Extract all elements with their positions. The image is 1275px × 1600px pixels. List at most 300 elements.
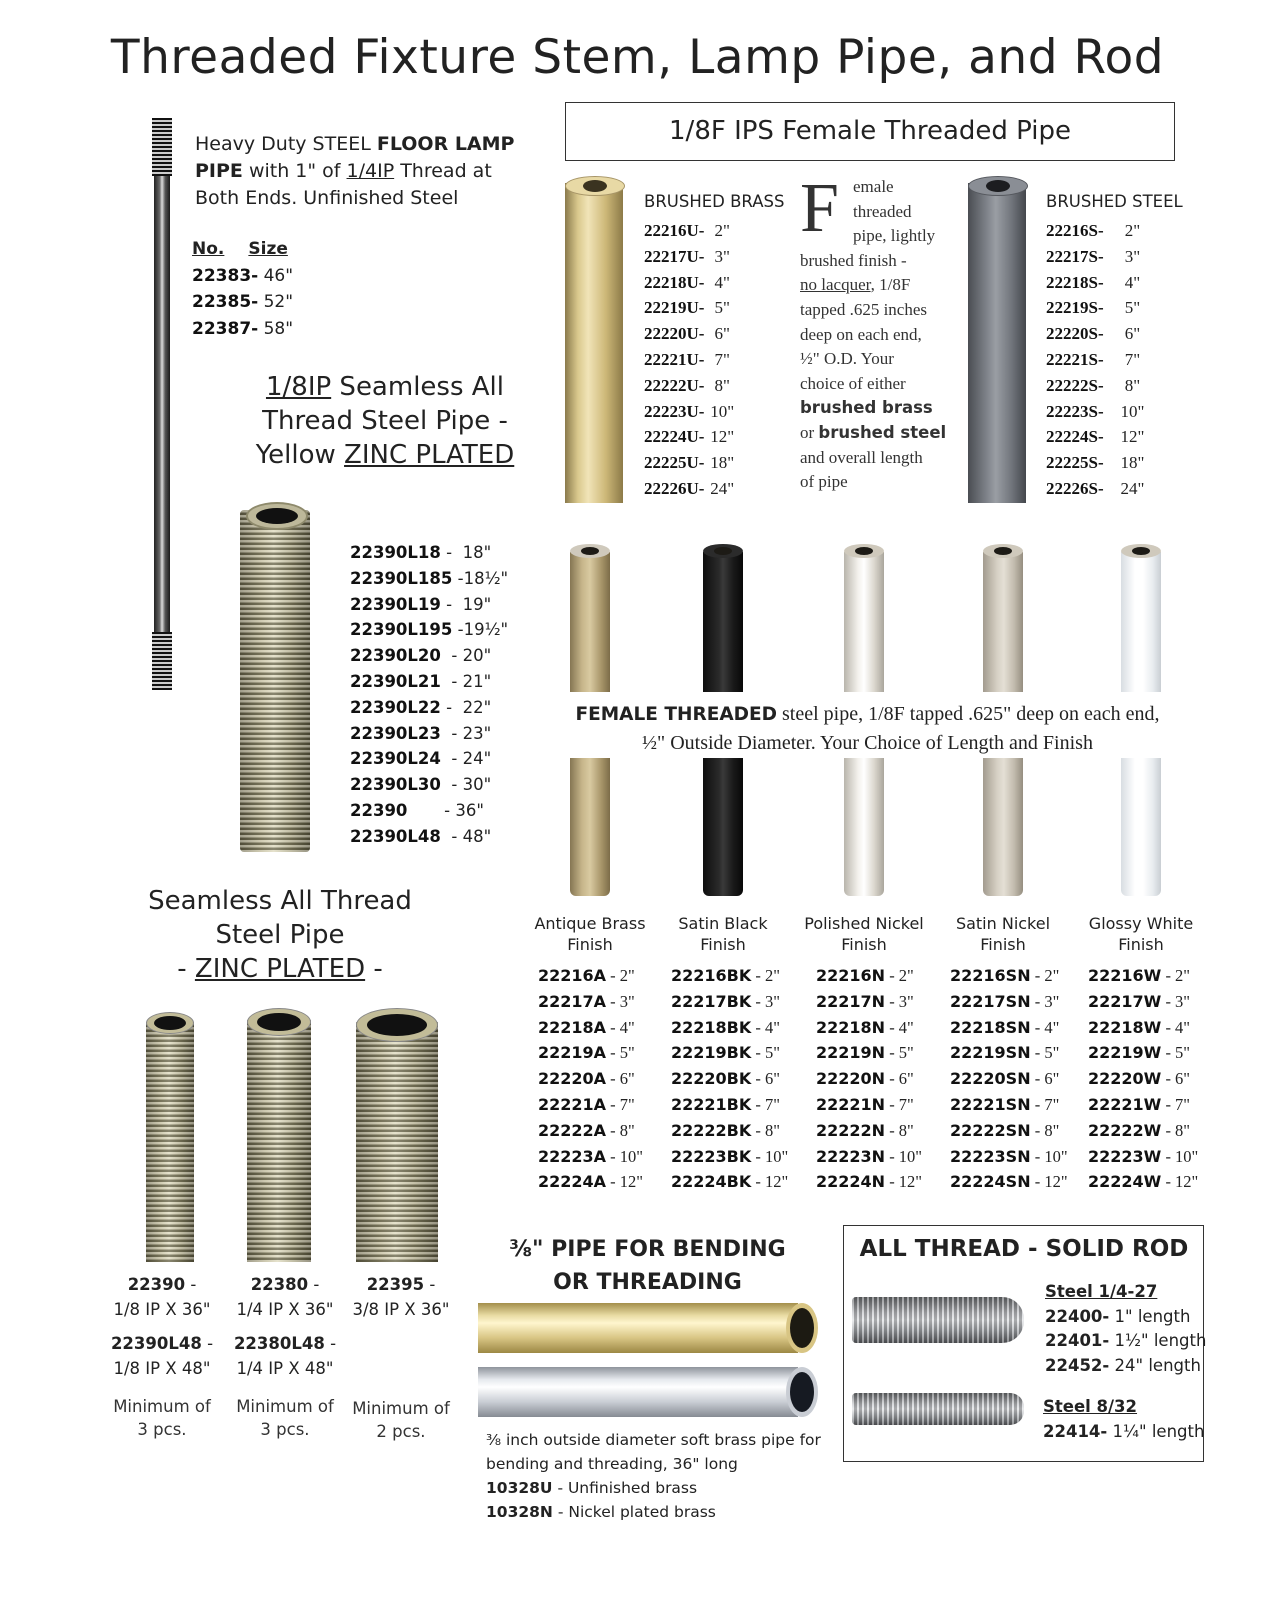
item-size: 10" — [706, 401, 735, 421]
item-size: - 12" — [751, 1172, 789, 1192]
item-code: 22390L23 — [350, 723, 441, 743]
minimum-line2: 2 pcs. — [376, 1422, 426, 1441]
table-row — [192, 263, 293, 290]
heading-line1: Seamless All Thread — [148, 886, 412, 916]
item-code: 22221N — [816, 1094, 886, 1114]
table-row — [192, 289, 293, 316]
list-item — [950, 1169, 1068, 1195]
pipe-opening — [786, 1303, 818, 1353]
item-label: - Nickel plated brass — [552, 1503, 716, 1521]
item-label: - Unfinished brass — [552, 1479, 698, 1497]
zinc-pipe-18-image — [146, 1022, 194, 1262]
list-item — [644, 424, 734, 450]
list-item — [350, 695, 508, 721]
item-code: 22218SN — [950, 1017, 1031, 1037]
desc-line: choice of either — [800, 373, 906, 393]
list-item — [950, 1144, 1068, 1170]
list-item — [644, 373, 734, 399]
heading-line2: Steel Pipe — [215, 920, 345, 950]
zinc-pipe-label — [92, 1273, 232, 1381]
steel-8-32-list — [1043, 1395, 1204, 1444]
item-size: - 10" — [1161, 1146, 1199, 1166]
floor-lamp-thread: 1/4IP — [346, 160, 395, 182]
item-size: - 22" — [440, 697, 492, 717]
list-item — [950, 1092, 1068, 1118]
list-item — [1088, 989, 1198, 1015]
list-item — [950, 989, 1068, 1015]
list-item — [816, 1015, 922, 1041]
item-code: 22217S- — [1046, 246, 1104, 266]
dropcap: F — [800, 170, 839, 247]
brushed-steel-label: BRUSHED STEEL — [1046, 192, 1183, 211]
finish-pipe-top-image — [703, 552, 743, 692]
finish-list — [671, 963, 788, 1195]
item-code: 22222SN — [950, 1120, 1031, 1140]
finish-column — [784, 913, 944, 955]
item-size: - 7" — [751, 1094, 780, 1114]
steel-14-27-list — [1045, 1280, 1206, 1378]
item-size: - 8" — [1161, 1120, 1191, 1140]
item-size: 18" — [706, 453, 735, 473]
item-code: 22222U- — [644, 375, 705, 395]
item-size: 7" — [1112, 349, 1141, 369]
finish-pipe-top-image — [844, 552, 884, 692]
item-size: - 8" — [1030, 1120, 1060, 1140]
list-item — [1046, 399, 1144, 425]
item-size: 2" — [706, 221, 730, 240]
desc-line: emale — [853, 177, 894, 196]
list-item — [816, 1040, 922, 1066]
list-item — [1088, 1169, 1198, 1195]
item-size: - 10" — [606, 1146, 644, 1166]
finish-name: Satin Black — [678, 914, 768, 933]
list-item — [950, 963, 1068, 989]
list-item — [816, 1092, 922, 1118]
list-item — [644, 244, 734, 270]
table-row — [192, 316, 293, 343]
item-code: 22390L48 — [350, 826, 441, 846]
item-size: - 19" — [440, 594, 492, 614]
item-size: - 7" — [606, 1094, 635, 1114]
list-item — [671, 1144, 788, 1170]
list-item — [644, 399, 734, 425]
item-code: 22217BK — [671, 991, 752, 1011]
item-size: 4" — [1112, 272, 1141, 292]
list-item — [950, 1066, 1068, 1092]
finish-pipe-top-image — [983, 552, 1023, 692]
list-item — [671, 1118, 788, 1144]
col-no: No. — [192, 239, 225, 259]
item-code: 22218U- — [644, 272, 705, 292]
female-threaded-line1: steel pipe, 1/8F tapped .625" deep on each end, — [777, 703, 1160, 725]
item-code: 22222W — [1088, 1120, 1162, 1140]
item-code: 22224S- — [1046, 427, 1104, 447]
pipe-opening — [1121, 544, 1161, 558]
list-item — [644, 347, 734, 373]
item-size: 58" — [258, 318, 294, 339]
floor-lamp-bold2: PIPE — [195, 160, 243, 182]
floor-lamp-pipe-image — [151, 118, 173, 690]
item-desc: 3/8 IP X 36" — [352, 1299, 450, 1319]
item-size: 3" — [1112, 246, 1141, 266]
item-size: - 7" — [1161, 1094, 1191, 1114]
item-code: 22224BK — [671, 1172, 752, 1192]
heading-text: Seamless All — [331, 372, 505, 402]
item-desc: 1" length — [1109, 1306, 1191, 1326]
all-thread-title: ALL THREAD - SOLID ROD — [859, 1236, 1189, 1262]
item-size: - 10" — [1030, 1146, 1068, 1166]
list-item — [671, 989, 788, 1015]
item-code: 22216U- — [644, 221, 705, 240]
item-size: - 5" — [751, 1043, 780, 1063]
item-size: - 7" — [885, 1094, 914, 1114]
item-code: 22224SN — [950, 1172, 1031, 1192]
item-size: - 21" — [440, 671, 492, 691]
item-code: 22221SN — [950, 1094, 1031, 1114]
list-item — [538, 1066, 643, 1092]
item-code: 22385- — [192, 292, 259, 312]
list-item — [350, 566, 508, 592]
floor-lamp-table — [192, 236, 293, 342]
item-size: - 18" — [440, 543, 492, 562]
item-code: 22401- — [1045, 1331, 1110, 1350]
ips-header: 1/8F IPS Female Threaded Pipe — [669, 116, 1071, 146]
item-code: 10328N — [486, 1503, 553, 1521]
list-item — [816, 1066, 922, 1092]
item-code: 22390L48 — [110, 1334, 202, 1353]
item-size: - 6" — [1161, 1069, 1191, 1089]
item-size: 6" — [706, 324, 730, 344]
item-code: 22390 — [127, 1275, 186, 1294]
heading-dash: - — [365, 954, 383, 984]
rod-14-27-image — [852, 1297, 1024, 1343]
item-size: 5" — [706, 298, 730, 318]
list-item — [644, 270, 734, 296]
item-code: 22217A — [538, 991, 607, 1011]
item-code: 22226U- — [644, 478, 705, 498]
minimum-line2: 3 pcs. — [137, 1420, 187, 1439]
item-size: 8" — [706, 375, 730, 395]
pipe-opening — [246, 502, 308, 530]
item-desc: 1/8 IP X 48" — [113, 1358, 211, 1378]
item-size: - 2" — [885, 966, 914, 985]
seamless-zinc-heading — [140, 884, 420, 986]
item-code: 22222BK — [671, 1120, 752, 1140]
item-code: 22390 — [350, 800, 408, 820]
item-size: - 2" — [1030, 966, 1060, 985]
heading-ip: 1/8IP — [265, 372, 332, 402]
page-title: Threaded Fixture Stem, Lamp Pipe, and Rod — [110, 30, 1165, 85]
heading-zinc: ZINC PLATED — [344, 440, 515, 470]
floor-lamp-description — [195, 131, 535, 212]
list-item — [644, 321, 734, 347]
item-size: - 36" — [407, 800, 484, 820]
seamless-18-list — [350, 540, 508, 850]
item-dash: - — [324, 1334, 337, 1353]
desc-line: deep on each end, — [800, 324, 922, 344]
item-code: 22390L185 — [350, 568, 453, 588]
item-code: 22217U- — [644, 246, 705, 266]
item-code: 22380 — [250, 1275, 309, 1294]
finish-list — [816, 963, 922, 1195]
brushed-brass-pipe-image — [565, 183, 623, 503]
threaded-pipe-image — [240, 510, 310, 852]
item-size: - 2" — [751, 966, 780, 985]
item-size: - 4" — [751, 1017, 780, 1037]
item-size: - 2" — [1161, 966, 1191, 985]
item-code: 22414- — [1043, 1421, 1108, 1441]
item-size: - 6" — [885, 1069, 914, 1089]
finish-name: Satin Nickel — [955, 914, 1051, 933]
item-size: - 10" — [885, 1146, 923, 1166]
item-dash: - — [185, 1275, 197, 1294]
pipe-opening — [356, 1008, 438, 1042]
list-item — [671, 1015, 788, 1041]
item-code: 22224U- — [644, 427, 705, 447]
desc-line: , 1/8F — [870, 275, 911, 295]
item-size: - 5" — [885, 1043, 914, 1063]
desc-line: pipe, lightly — [853, 226, 936, 246]
ips-header-box — [565, 102, 1175, 161]
seamless-18-heading — [240, 370, 530, 472]
brushed-steel-pipe-image — [968, 183, 1026, 503]
list-item — [1046, 450, 1144, 476]
bending-desc2: bending and threading, 36" long — [486, 1455, 738, 1473]
finish-sub: Finish — [841, 935, 887, 954]
finish-sub: Finish — [700, 935, 746, 954]
item-code: 22218S- — [1046, 272, 1104, 292]
desc-line: or — [800, 422, 819, 442]
item-code: 22222N — [816, 1120, 886, 1140]
item-code: 22216BK — [671, 966, 752, 985]
list-item — [538, 963, 643, 989]
item-desc: 1¼" length — [1107, 1421, 1205, 1441]
heading-text2: Thread Steel Pipe - — [262, 406, 508, 436]
item-code: 22400- — [1045, 1306, 1110, 1326]
item-size: - 4" — [885, 1017, 914, 1037]
desc-bold: brushed steel — [818, 422, 947, 442]
item-size: - 20" — [440, 646, 492, 666]
list-item — [644, 295, 734, 321]
list-item — [816, 1169, 922, 1195]
item-code: 22390L195 — [350, 620, 453, 640]
item-desc: 1/4 IP X 36" — [236, 1299, 334, 1319]
bending-description — [486, 1428, 831, 1524]
list-item — [1046, 373, 1144, 399]
item-size: - 12" — [1161, 1172, 1199, 1192]
item-code: 22452- — [1045, 1355, 1110, 1375]
pipe-opening — [968, 176, 1028, 196]
item-code: 22390L22 — [350, 697, 441, 717]
item-size: - 12" — [885, 1172, 923, 1192]
desc-bold: brushed brass — [800, 398, 933, 418]
item-size: - 3" — [885, 991, 914, 1011]
item-code: 22219BK — [671, 1043, 752, 1063]
bending-title2: OR THREADING — [553, 1270, 742, 1295]
list-item — [1046, 244, 1144, 270]
item-desc: 24" length — [1109, 1355, 1201, 1375]
item-size: - 12" — [1030, 1172, 1068, 1192]
item-size: - 5" — [606, 1043, 635, 1063]
item-code: 22395 — [366, 1275, 425, 1294]
list-item — [350, 669, 508, 695]
list-item — [1046, 347, 1144, 373]
item-code: 22219S- — [1046, 298, 1104, 318]
item-code: 22223N — [816, 1146, 886, 1166]
item-dash: - — [308, 1275, 320, 1294]
item-code: 22220SN — [950, 1069, 1031, 1089]
desc-line: tapped .625 inches — [800, 299, 927, 319]
item-code: 22222A — [538, 1120, 607, 1140]
item-code: 22219U- — [644, 298, 705, 318]
desc-line: brushed finish - — [800, 250, 907, 270]
minimum-line2: 3 pcs. — [260, 1420, 310, 1439]
finish-sub: Finish — [980, 935, 1026, 954]
list-item — [671, 1092, 788, 1118]
pipe-opening — [844, 544, 884, 558]
item-size: - 48" — [440, 826, 492, 846]
item-code: 22220U- — [644, 324, 705, 344]
finish-pipe-bottom-image — [703, 758, 743, 896]
item-code: 22217W — [1088, 991, 1162, 1011]
item-code: 22221BK — [671, 1094, 752, 1114]
bending-title1: ⅜" PIPE FOR BENDING — [509, 1237, 786, 1262]
finish-list — [538, 963, 643, 1195]
list-item — [538, 1118, 643, 1144]
item-size: 10" — [1112, 401, 1145, 421]
steel-label: Steel 8/32 — [1043, 1397, 1138, 1416]
finish-pipe-top-image — [1121, 552, 1161, 692]
pipe-opening — [247, 1008, 311, 1036]
list-item — [816, 989, 922, 1015]
item-code: 22226S- — [1046, 478, 1104, 498]
item-code: 22220N — [816, 1069, 886, 1089]
item-code: 22390L18 — [350, 543, 441, 562]
item-code: 22218N — [816, 1017, 886, 1037]
item-code: 22218A — [538, 1017, 607, 1037]
female-threaded-bold: FEMALE THREADED — [575, 704, 778, 725]
zinc-pipe-14-image — [247, 1020, 311, 1262]
item-code: 22225U- — [644, 453, 705, 473]
item-size: 46" — [258, 265, 294, 286]
item-size: -19½" — [452, 620, 509, 640]
item-code: 22390L20 — [350, 646, 441, 666]
bending-title — [475, 1233, 820, 1299]
list-item — [1046, 321, 1144, 347]
female-threaded-text — [540, 700, 1195, 757]
item-code: 10328U — [486, 1479, 553, 1497]
item-dash: - — [201, 1334, 214, 1353]
zinc-pipe-label — [331, 1273, 471, 1322]
item-code: 22221W — [1088, 1094, 1162, 1114]
minimum-line1: Minimum of — [113, 1397, 211, 1416]
item-size: - 4" — [606, 1017, 635, 1037]
item-size: - 8" — [606, 1120, 635, 1140]
heading-text3: Yellow — [255, 440, 345, 470]
item-code: 22224N — [816, 1172, 886, 1192]
item-size: - 6" — [1030, 1069, 1060, 1089]
list-item — [538, 1040, 643, 1066]
floor-lamp-text: Heavy Duty STEEL — [195, 133, 377, 155]
item-size: 24" — [706, 478, 735, 498]
list-item — [350, 592, 508, 618]
finish-name: Glossy White — [1088, 914, 1194, 933]
brass-bending-pipe-image — [478, 1303, 798, 1353]
item-code: 22221A — [538, 1094, 607, 1114]
list-item — [816, 963, 922, 989]
item-size: 4" — [706, 272, 730, 292]
desc-line: threaded — [853, 201, 912, 221]
finish-name: Polished Nickel — [804, 914, 924, 933]
item-size: 12" — [1112, 427, 1145, 447]
item-code: 22220BK — [671, 1069, 752, 1089]
list-item — [671, 1066, 788, 1092]
item-code: 22223BK — [671, 1146, 752, 1166]
bending-desc1: ⅜ inch outside diameter soft brass pipe for — [486, 1431, 821, 1449]
item-code: 22223SN — [950, 1146, 1031, 1166]
item-size: - 30" — [440, 775, 492, 795]
item-code: 22216A — [538, 966, 607, 985]
item-code: 22383- — [192, 265, 259, 286]
item-size: 7" — [706, 349, 730, 369]
floor-lamp-bold: FLOOR LAMP — [376, 133, 515, 155]
item-size: 2" — [1112, 221, 1141, 240]
item-code: 22217N — [816, 991, 886, 1011]
item-code: 22221S- — [1046, 349, 1104, 369]
item-code: 22225S- — [1046, 453, 1104, 473]
item-size: - 24" — [440, 749, 492, 769]
list-item — [671, 1040, 788, 1066]
finish-sub: Finish — [567, 935, 613, 954]
list-item — [1046, 270, 1144, 296]
minimum-line1: Minimum of — [352, 1399, 450, 1418]
brushed-brass-list — [644, 218, 734, 502]
list-item — [350, 824, 508, 850]
item-size: - 6" — [606, 1069, 635, 1089]
brushed-steel-list — [1046, 218, 1144, 502]
item-code: 22218W — [1088, 1017, 1162, 1037]
item-code: 22223S- — [1046, 401, 1104, 421]
item-code: 22222S- — [1046, 375, 1104, 395]
list-item — [950, 1118, 1068, 1144]
list-item — [538, 1169, 643, 1195]
desc-line: of pipe — [800, 472, 848, 492]
list-item — [350, 746, 508, 772]
list-item — [538, 1144, 643, 1170]
item-size: - 8" — [751, 1120, 780, 1140]
item-size: - 5" — [1030, 1043, 1060, 1063]
item-code: 22219N — [816, 1043, 886, 1063]
item-desc: 1/8 IP X 36" — [113, 1299, 211, 1319]
item-size: - 3" — [606, 991, 635, 1011]
item-size: - 4" — [1030, 1017, 1060, 1037]
item-size: - 6" — [751, 1069, 780, 1089]
list-item — [350, 772, 508, 798]
list-item — [1088, 1066, 1198, 1092]
list-item — [816, 1144, 922, 1170]
list-item — [350, 721, 508, 747]
desc-line: ½" O.D. Your — [800, 349, 894, 369]
pipe-opening — [983, 544, 1023, 558]
minimum-line1: Minimum of — [236, 1397, 334, 1416]
list-item — [671, 963, 788, 989]
list-item — [644, 476, 734, 502]
female-description — [800, 170, 960, 495]
desc-underline: no lacquer — [800, 275, 871, 295]
item-size: 8" — [1112, 375, 1141, 395]
item-dash: - — [424, 1275, 436, 1294]
list-item — [1088, 1118, 1198, 1144]
